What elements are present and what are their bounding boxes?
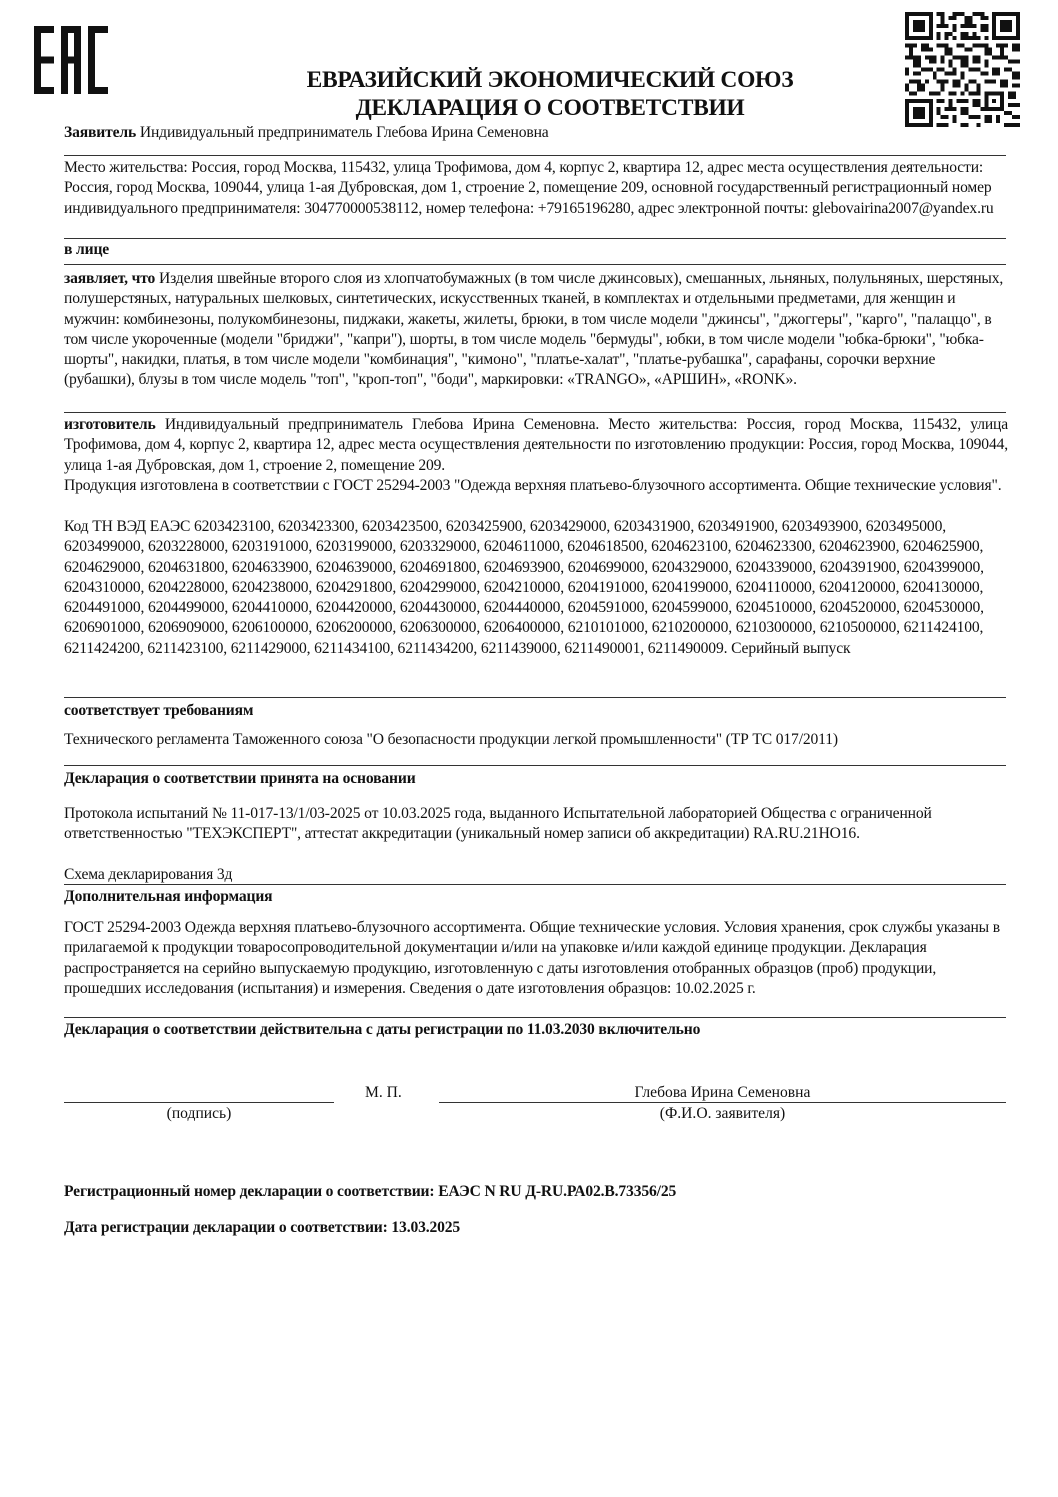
validity-statement: Декларация о соответствии действительна с даты регистрации по 11.03.2030 включительно [64,1021,701,1038]
divider [64,412,1006,413]
represented-by-label: в лице [64,241,110,258]
manufacturer-value: Индивидуальный предприниматель Глебова Ирина Семеновна. Место жительства: Россия, город Москва, 115432, улица Трофимова, дом 4, корпус 2, квартира 12, адрес места осуществления деятельности по изготовлению продукции: Россия, город Москва, 109044, улица 1-ая Дубровская, дом 1, строение 2, помещение 209. [64,416,1009,474]
union-title: ЕВРАЗИЙСКИЙ ЭКОНОМИЧЕСКИЙ СОЮЗ [306,67,794,93]
registration-date-value: 13.03.2025 [391,1219,461,1236]
applicant-value: Индивидуальный предприниматель Глебова Ирина Семеновна [139,124,549,141]
document-title: ДЕКЛАРАЦИЯ О СООТВЕТСТВИИ [355,95,745,121]
signer-name: Глебова Ирина Семеновна [634,1084,811,1101]
name-line [439,1102,1006,1103]
basis-label: Декларация о соответствии принята на основании [64,770,416,787]
divider [64,765,1006,766]
eac-logo-icon [34,26,108,94]
applicant-label: Заявитель [64,124,137,141]
divider [64,264,1006,265]
divider [64,697,1006,698]
registration-number-label: Регистрационный номер декларации о соответствии: [64,1183,435,1200]
divider [64,1017,1006,1018]
divider [64,238,1006,239]
declares-value: Изделия швейные второго слоя из хлопчатобумажных (в том числе джинсовых), смешанных, льняных, полульняных, шерстяных, полушерстяных, натуральных шелковых, синтетических, искусственных тканей, в комплектах и отдельными предметами, для женщин и мужчин: комбинезоны, полукомбинезоны, пиджаки, жакеты, жилеты, брюки, в том числе модели "джинсы", "джоггеры", "карго", "палаццо", в том числе укороченные (модели "бриджи", "капри"), шорты, в том числе модель "бермуды", юбки, в том числе модели "юбка-брюки", "юбка-шорты", накидки, платья, в том числе модели "комбинация", "кимоно", "платье-халат", "платье-рубашка", сарафаны, сорочки верхние (рубашки), блузы в том числе модель "топ", "кроп-топ", "боди", маркировки: «TRANGO», «АРШИН», «RONK». [64,270,1004,389]
additional-info-value: ГОСТ 25294-2003 Одежда верхняя платьево-блузочного ассортимента. Общие технические условия. Условия хранения, срок службы указаны в прилагаемой к продукции товаросопроводительной документации и/или на упаковке и/или каждой единице продукции. Декларация распространяется на серийно выпускаемую продукцию, изготовленную с даты изготовления отобранных образцов (проб) продукции, прошедших исследования (испытания) и измерения. Сведения о дате изготовления образцов: 10.02.2025 г. [64,919,1000,997]
applicant-address: Место жительства: Россия, город Москва, 115432, улица Трофимова, дом 4, корпус 2, квартира 12, адрес места осуществления деятельности: Россия, город Москва, 109044, улица 1-ая Дубровская, дом 1, строение 2, помещение 209, основной государственный регистрационный номер индивидуального предпринимателя: 304770000538112, номер телефона: +79165196280, адрес электронной почты: glebovairina2007@yandex.ru [64,159,994,217]
tn-ved-codes [64,517,1008,659]
codes-list: 6203423100, 6203423300, 6203423500, 6203425900, 6203429000, 6203431900, 6203491900, 6203493900, 6203495000, 6203499000, 6203228000, 6203191000, 6203199000, 6203329000, 6204611000, 6204618500, 6204623100, 6204623300, 6204623900, 6204625900, 6204629000, 6204631800, 6204633900, 6204639000, 6204691800, 6204693900, 6204699000, 6204329000, 6204339000, 6204391900, 6204399000, 6204310000, 6204228000, 6204238000, 6204291800, 6204299000, 6204210000, 6204191000, 6204199000, 6204110000, 6204120000, 6204130000, 6204491000, 6204499000, 6204410000, 6204420000, 6204430000, 6204440000, 6204591000, 6204599000, 6204510000, 6204520000, 6204530000, 6206901000, 6206909000, 6206100000, 6206200000, 6206300000, 6206400000, 6210101000, 6210200000, 6210300000, 6210500000, 6211424100, 6211424200, 6211423100, 6211429000, 6211434100, 6211434200, 6211439000, 6211490001, 6211490009. [64,518,984,657]
signature-caption: (подпись) [166,1105,232,1122]
basis-value: Протокола испытаний № 11-017-13/1/03-2025 от 10.03.2025 года, выданного Испытательной лабораторией Общества с ограниченной ответственностью "ТЕХЭКСПЕРТ", аттестат аккредитации (уникальный номер записи об аккредитации) RA.RU.21НО16. [64,805,932,843]
divider [64,884,1006,885]
declaration-scheme: Схема декларирования 3д [64,866,233,883]
name-caption: (Ф.И.О. заявителя) [659,1105,786,1122]
serial-output: Серийный выпуск [731,639,851,657]
additional-info-label: Дополнительная информация [64,888,273,905]
seal-mark: М. П. [365,1084,402,1101]
registration-date [64,1218,1008,1238]
applicant-line [64,123,1008,143]
registration-number [64,1182,1008,1202]
manufacturer-label: изготовитель [64,416,156,433]
registration-number-value: ЕАЭС N RU Д-RU.РА02.В.73356/25 [438,1183,677,1200]
registration-date-label: Дата регистрации декларации о соответствии: [64,1219,388,1236]
codes-label: Код ТН ВЭД ЕАЭС [64,518,191,535]
manufacturer-section [64,415,1008,476]
qr-code-icon[interactable] [905,12,1020,127]
declares-section [64,269,1008,391]
declares-label: заявляет, что [64,270,156,287]
divider [64,155,1006,156]
conforms-value: Технического регламента Таможенного союза "О безопасности продукции легкой промышленности" (ТР ТС 017/2011) [64,731,838,748]
signature-line [64,1102,334,1103]
manufacturer-standard: Продукция изготовлена в соответствии с ГОСТ 25294-2003 "Одежда верхняя платьево-блузочного ассортимента. Общие технические условия". [64,477,1002,494]
conforms-label: соответствует требованиям [64,702,254,719]
